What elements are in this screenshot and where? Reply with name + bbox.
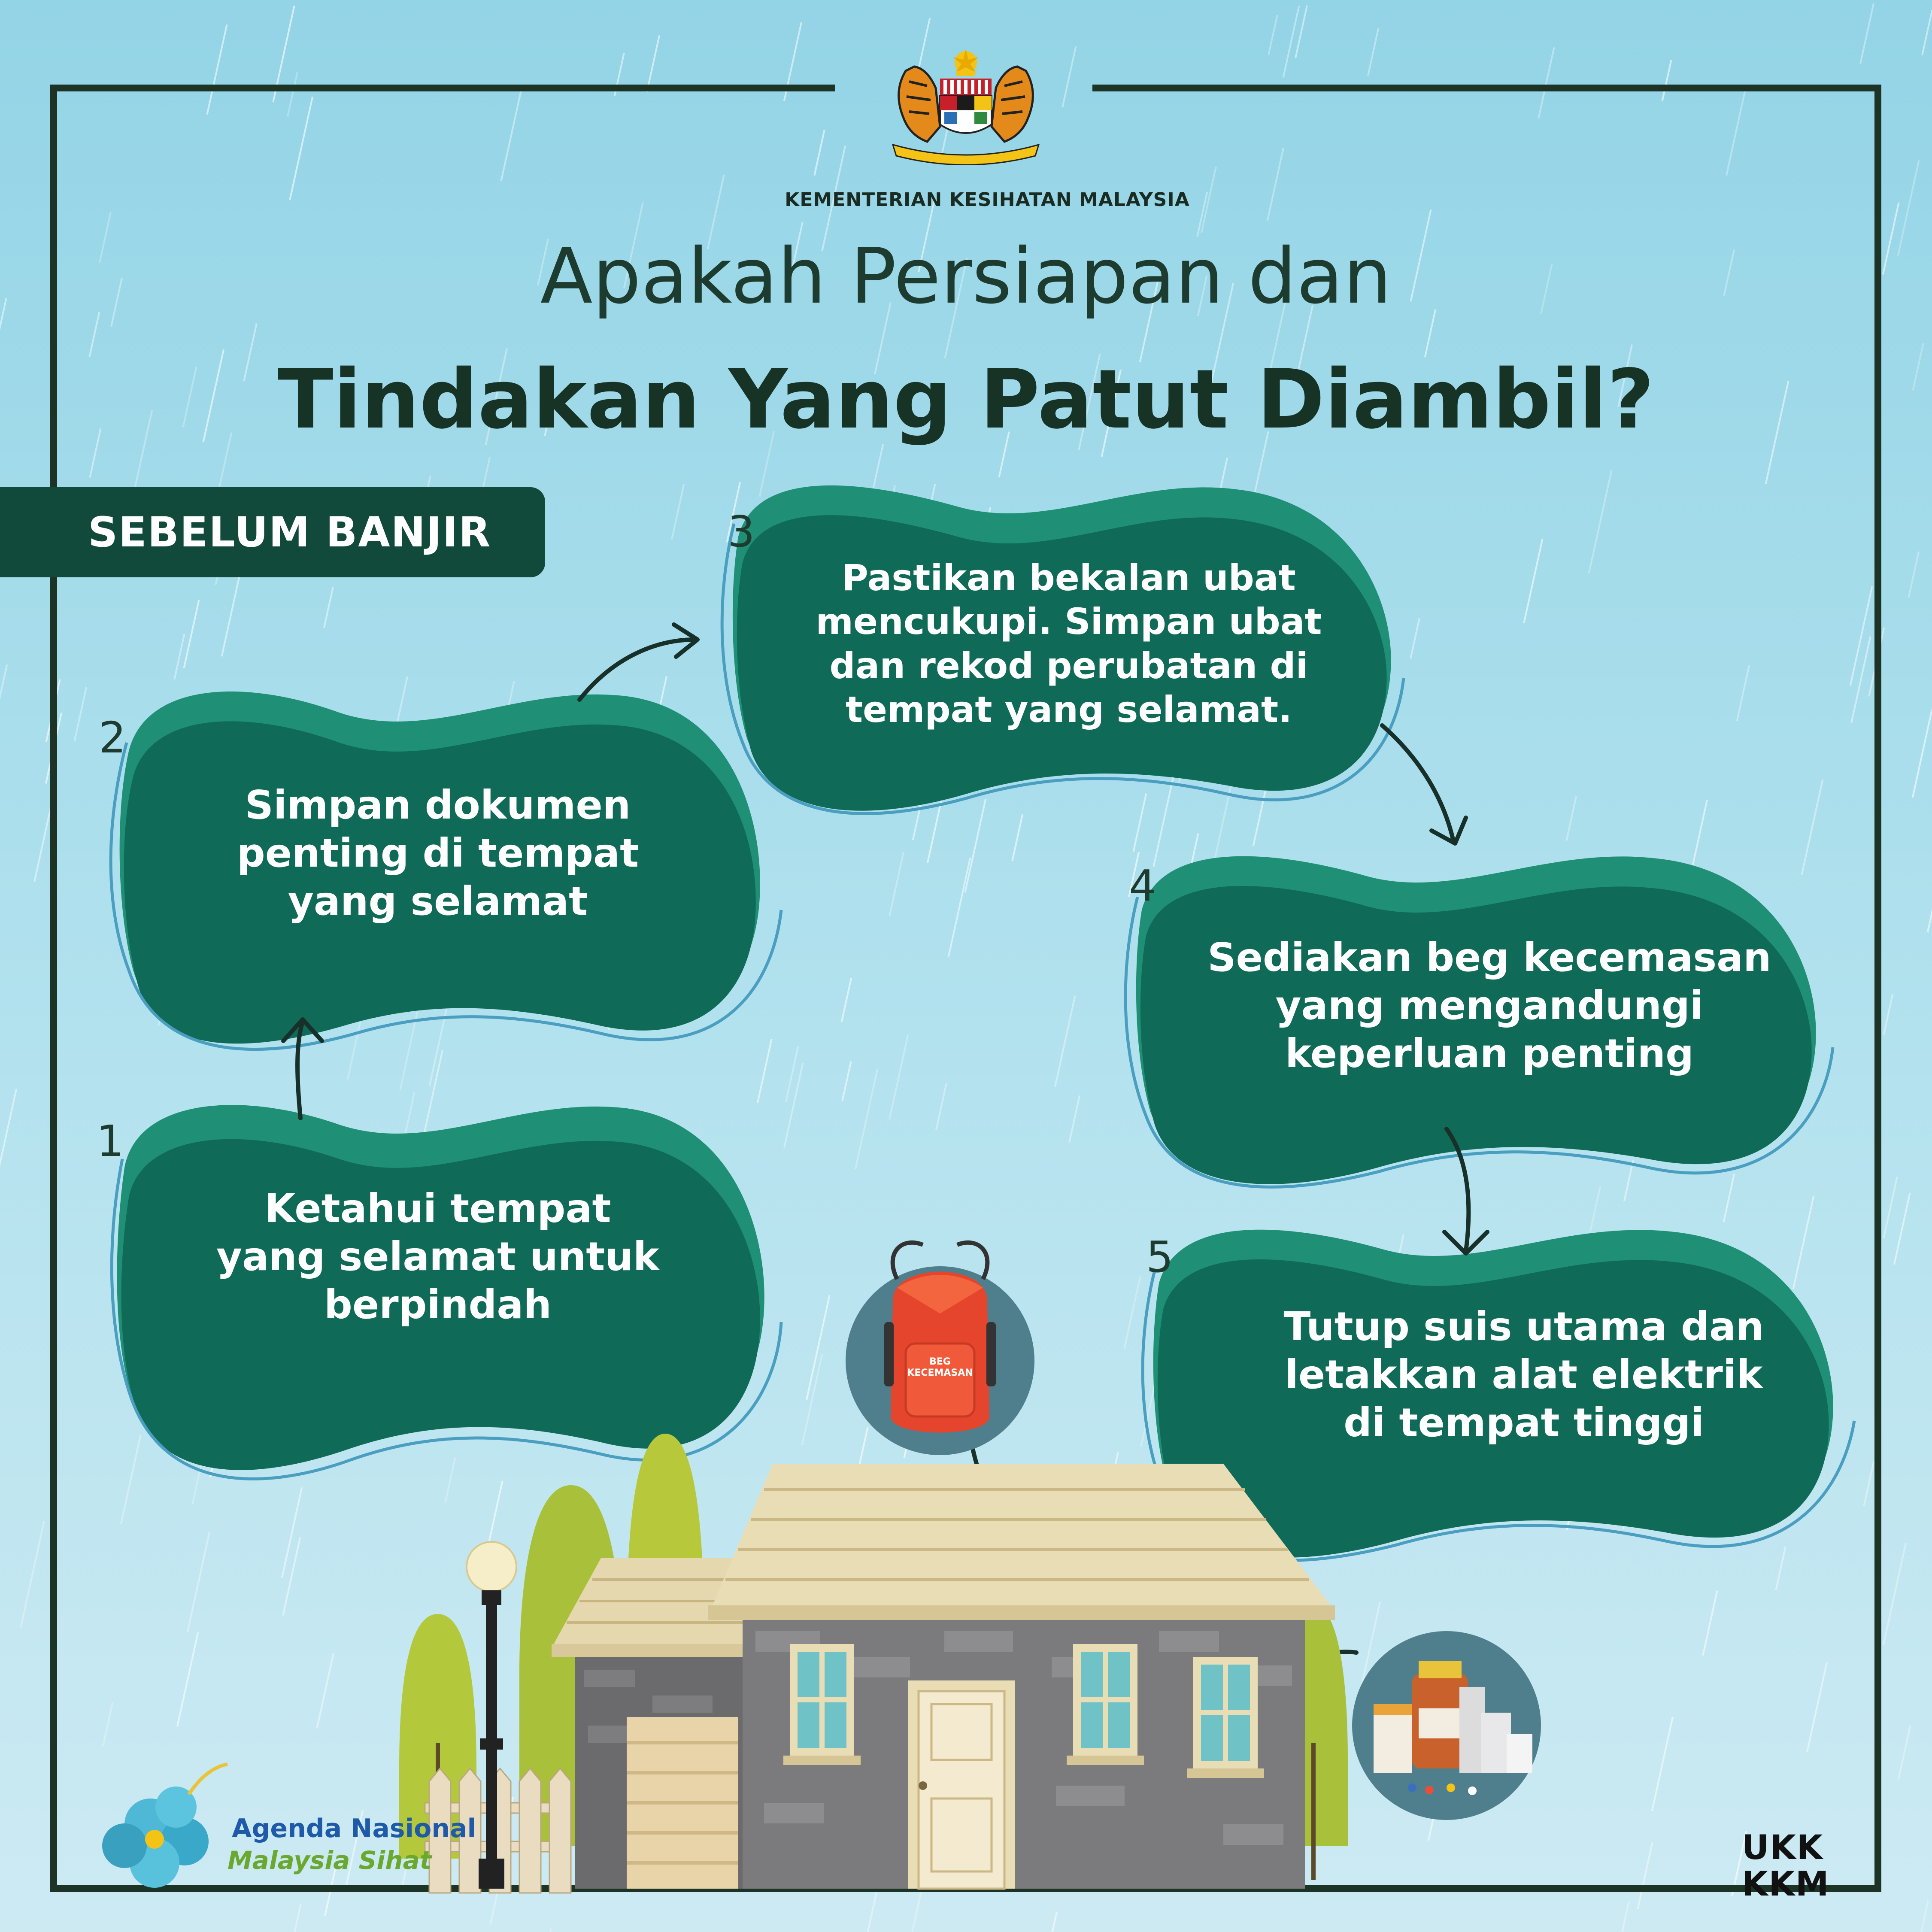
hibiscus-logo-icon (102, 1764, 227, 1888)
window-icon (1067, 1644, 1144, 1765)
window-icon (1187, 1657, 1264, 1778)
house-left-wall (575, 1657, 743, 1889)
step-2-number: 2 (99, 713, 126, 763)
section-label: SEBELUM BANJIR (0, 487, 545, 577)
medicine-icon (1352, 1631, 1541, 1820)
step-5-text: Tutup suis utama dan letakkan alat elektrik di tempat tinggi (1283, 1304, 1764, 1446)
bag-label: BEG KECEMASAN (907, 1356, 973, 1379)
step-1-number: 1 (97, 1116, 124, 1166)
ministry-name: KEMENTERIAN KESIHATAN MALAYSIA (785, 189, 1190, 211)
agenda-title: Agenda Nasional (232, 1814, 476, 1844)
step-2-text: Simpan dokumen penting di tempat yang selamat (237, 782, 639, 925)
step-4-number: 4 (1129, 861, 1156, 911)
emergency-bag-icon (846, 1243, 1034, 1455)
step-4-text: Sediakan beg kecemasan yang mengandungi keperluan penting (1207, 934, 1771, 1077)
step-3-text: Pastikan bekalan ubat mencukupi. Simpan ubat dan rekod perubatan di tempat yang selamat. (816, 557, 1322, 731)
window-icon (783, 1644, 861, 1765)
step-1-text: Ketahui tempat yang selamat untuk berpindah (216, 1186, 659, 1328)
step-5-number: 5 (1146, 1232, 1174, 1282)
ukk-logo-line-1: UKK (1742, 1829, 1824, 1867)
house-main-roof (708, 1464, 1335, 1620)
ukk-logo-line-2: KKM (1742, 1865, 1830, 1904)
agenda-subtitle: Malaysia Sihat (227, 1846, 432, 1875)
title-line-2: Tindakan Yang Patut Diambil? (278, 352, 1654, 447)
step-3-number: 3 (728, 507, 755, 557)
title-line-1: Apakah Persiapan dan (540, 232, 1392, 321)
door-icon (908, 1680, 1015, 1889)
